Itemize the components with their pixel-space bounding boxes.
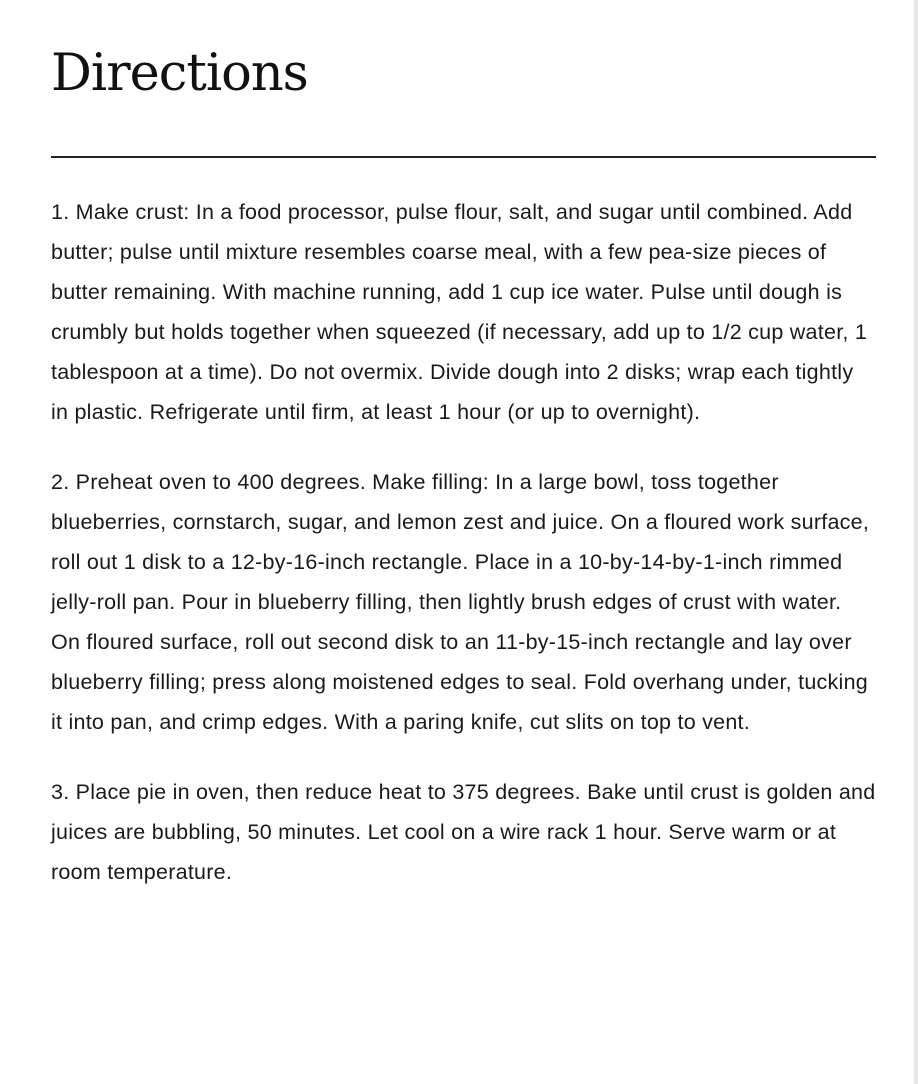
directions-steps xyxy=(51,192,877,892)
direction-step-3: 3. Place pie in oven, then reduce heat to 375 degrees. Bake until crust is golden and juices are bubbling, 50 minutes. Let cool on a wire rack 1 hour. Serve warm or at room temperature. xyxy=(51,780,876,884)
direction-step-1: 1. Make crust: In a food processor, pulse flour, salt, and sugar until combined. Add butter; pulse until mixture resembles coarse meal, with a few pea-size pieces of butter remaining. With machine running, add 1 cup ice water. Pulse until dough is crumbly but holds together when squeezed (if necessary, add up to 1/2 cup water, 1 tablespoon at a time). Do not overmix. Divide dough into 2 disks; wrap each tightly in plastic. Refrigerate until firm, at least 1 hour (or up to overnight). xyxy=(51,200,868,424)
title-divider xyxy=(51,156,876,158)
directions-section xyxy=(51,38,877,922)
section-title: Directions xyxy=(51,44,308,103)
direction-step-2: 2. Preheat oven to 400 degrees. Make filling: In a large bowl, toss together blueberries, cornstarch, sugar, and lemon zest and juice. On a floured work surface, roll out 1 disk to a 12-by-16-inch rectangle. Place in a 10-by-14-by-1-inch rimmed jelly-roll pan. Pour in blueberry filling, then lightly brush edges of crust with water. On floured surface, roll out second disk to an 11-by-15-inch rectangle and lay over blueberry filling; press along moistened edges to seal. Fold overhang under, tucking it into pan, and crimp edges. With a paring knife, cut slits on top to vent. xyxy=(51,470,870,734)
page-edge-rule xyxy=(914,0,918,1084)
